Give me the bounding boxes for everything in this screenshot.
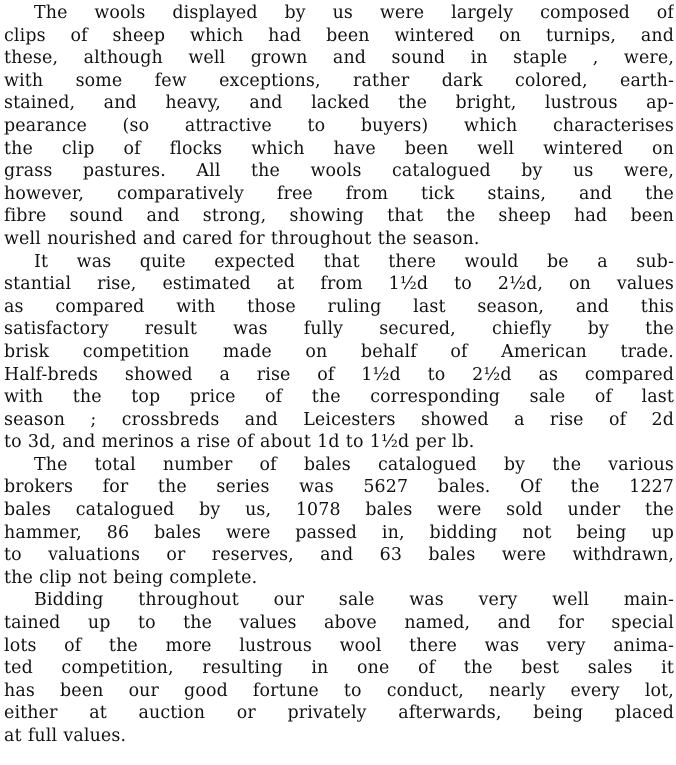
article-column	[4, 2, 674, 748]
text-line: The wools displayed by us were largely composed of	[34, 3, 674, 23]
paragraph-price-rise	[4, 251, 674, 454]
text-line: with the top price of the corresponding sale of last	[4, 387, 674, 408]
text-line: as compared with those ruling last season, and this	[4, 296, 674, 317]
paragraph-bidding	[4, 589, 674, 747]
text-line: Bidding throughout our sale was very well main-	[34, 590, 674, 611]
text-line: tained up to the values above named, and for special	[4, 613, 674, 634]
text-line: Half-breds showed a rise of 1½d to 2½d as compared	[4, 364, 674, 385]
text-line: The total number of bales catalogued by the various	[34, 454, 674, 475]
text-line: stained, and heavy, and lacked the bright, lustrous ap-	[4, 93, 674, 114]
text-line: satisfactory result was fully secured, chiefly by the	[4, 319, 674, 340]
text-line: to 3d, and merinos a rise of about 1d to 1½d per lb.	[4, 432, 475, 453]
text-line: has been our good fortune to conduct, nearly every lot,	[4, 680, 674, 701]
text-line: well nourished and cared for throughout the season.	[4, 228, 480, 249]
paragraph-bale-totals	[4, 454, 674, 590]
text-line: grass pastures. All the wools catalogued by us were,	[4, 161, 674, 182]
text-line: with some few exceptions, rather dark colored, earth-	[4, 70, 674, 91]
text-line: brisk competition made on behalf of American trade.	[4, 341, 674, 362]
text-line: lots of the more lustrous wool there was very anima-	[4, 635, 674, 656]
text-line: at full values.	[4, 726, 127, 746]
paragraph-wool-quality	[4, 2, 674, 251]
text-line: the clip not being complete.	[4, 567, 258, 588]
text-line: season ; crossbreds and Leicesters showed a rise of 2d	[4, 409, 674, 430]
text-line: fibre sound and strong, showing that the sheep had been	[4, 206, 674, 227]
text-line: to valuations or reserves, and 63 bales were withdrawn,	[4, 545, 674, 566]
text-line: these, although well grown and sound in staple , were,	[4, 48, 674, 69]
text-line: brokers for the series was 5627 bales. Of the 1227	[4, 477, 674, 498]
text-line: ted competition, resulting in one of the best sales it	[4, 658, 674, 679]
text-line: stantial rise, estimated at from 1½d to 2½d, on values	[4, 274, 674, 295]
text-line: hammer, 86 bales were passed in, bidding not being up	[4, 522, 674, 543]
text-line: pearance (so attractive to buyers) which characterises	[4, 115, 674, 136]
text-line: however, comparatively free from tick stains, and the	[4, 183, 674, 204]
text-line: It was quite expected that there would be a sub-	[34, 251, 674, 272]
text-line: bales catalogued by us, 1078 bales were sold under the	[4, 500, 674, 521]
text-line: clips of sheep which had been wintered on turnips, and	[4, 25, 674, 46]
text-line: either at auction or privately afterwards, being placed	[4, 703, 674, 724]
text-line: the clip of flocks which have been well wintered on	[4, 138, 674, 159]
